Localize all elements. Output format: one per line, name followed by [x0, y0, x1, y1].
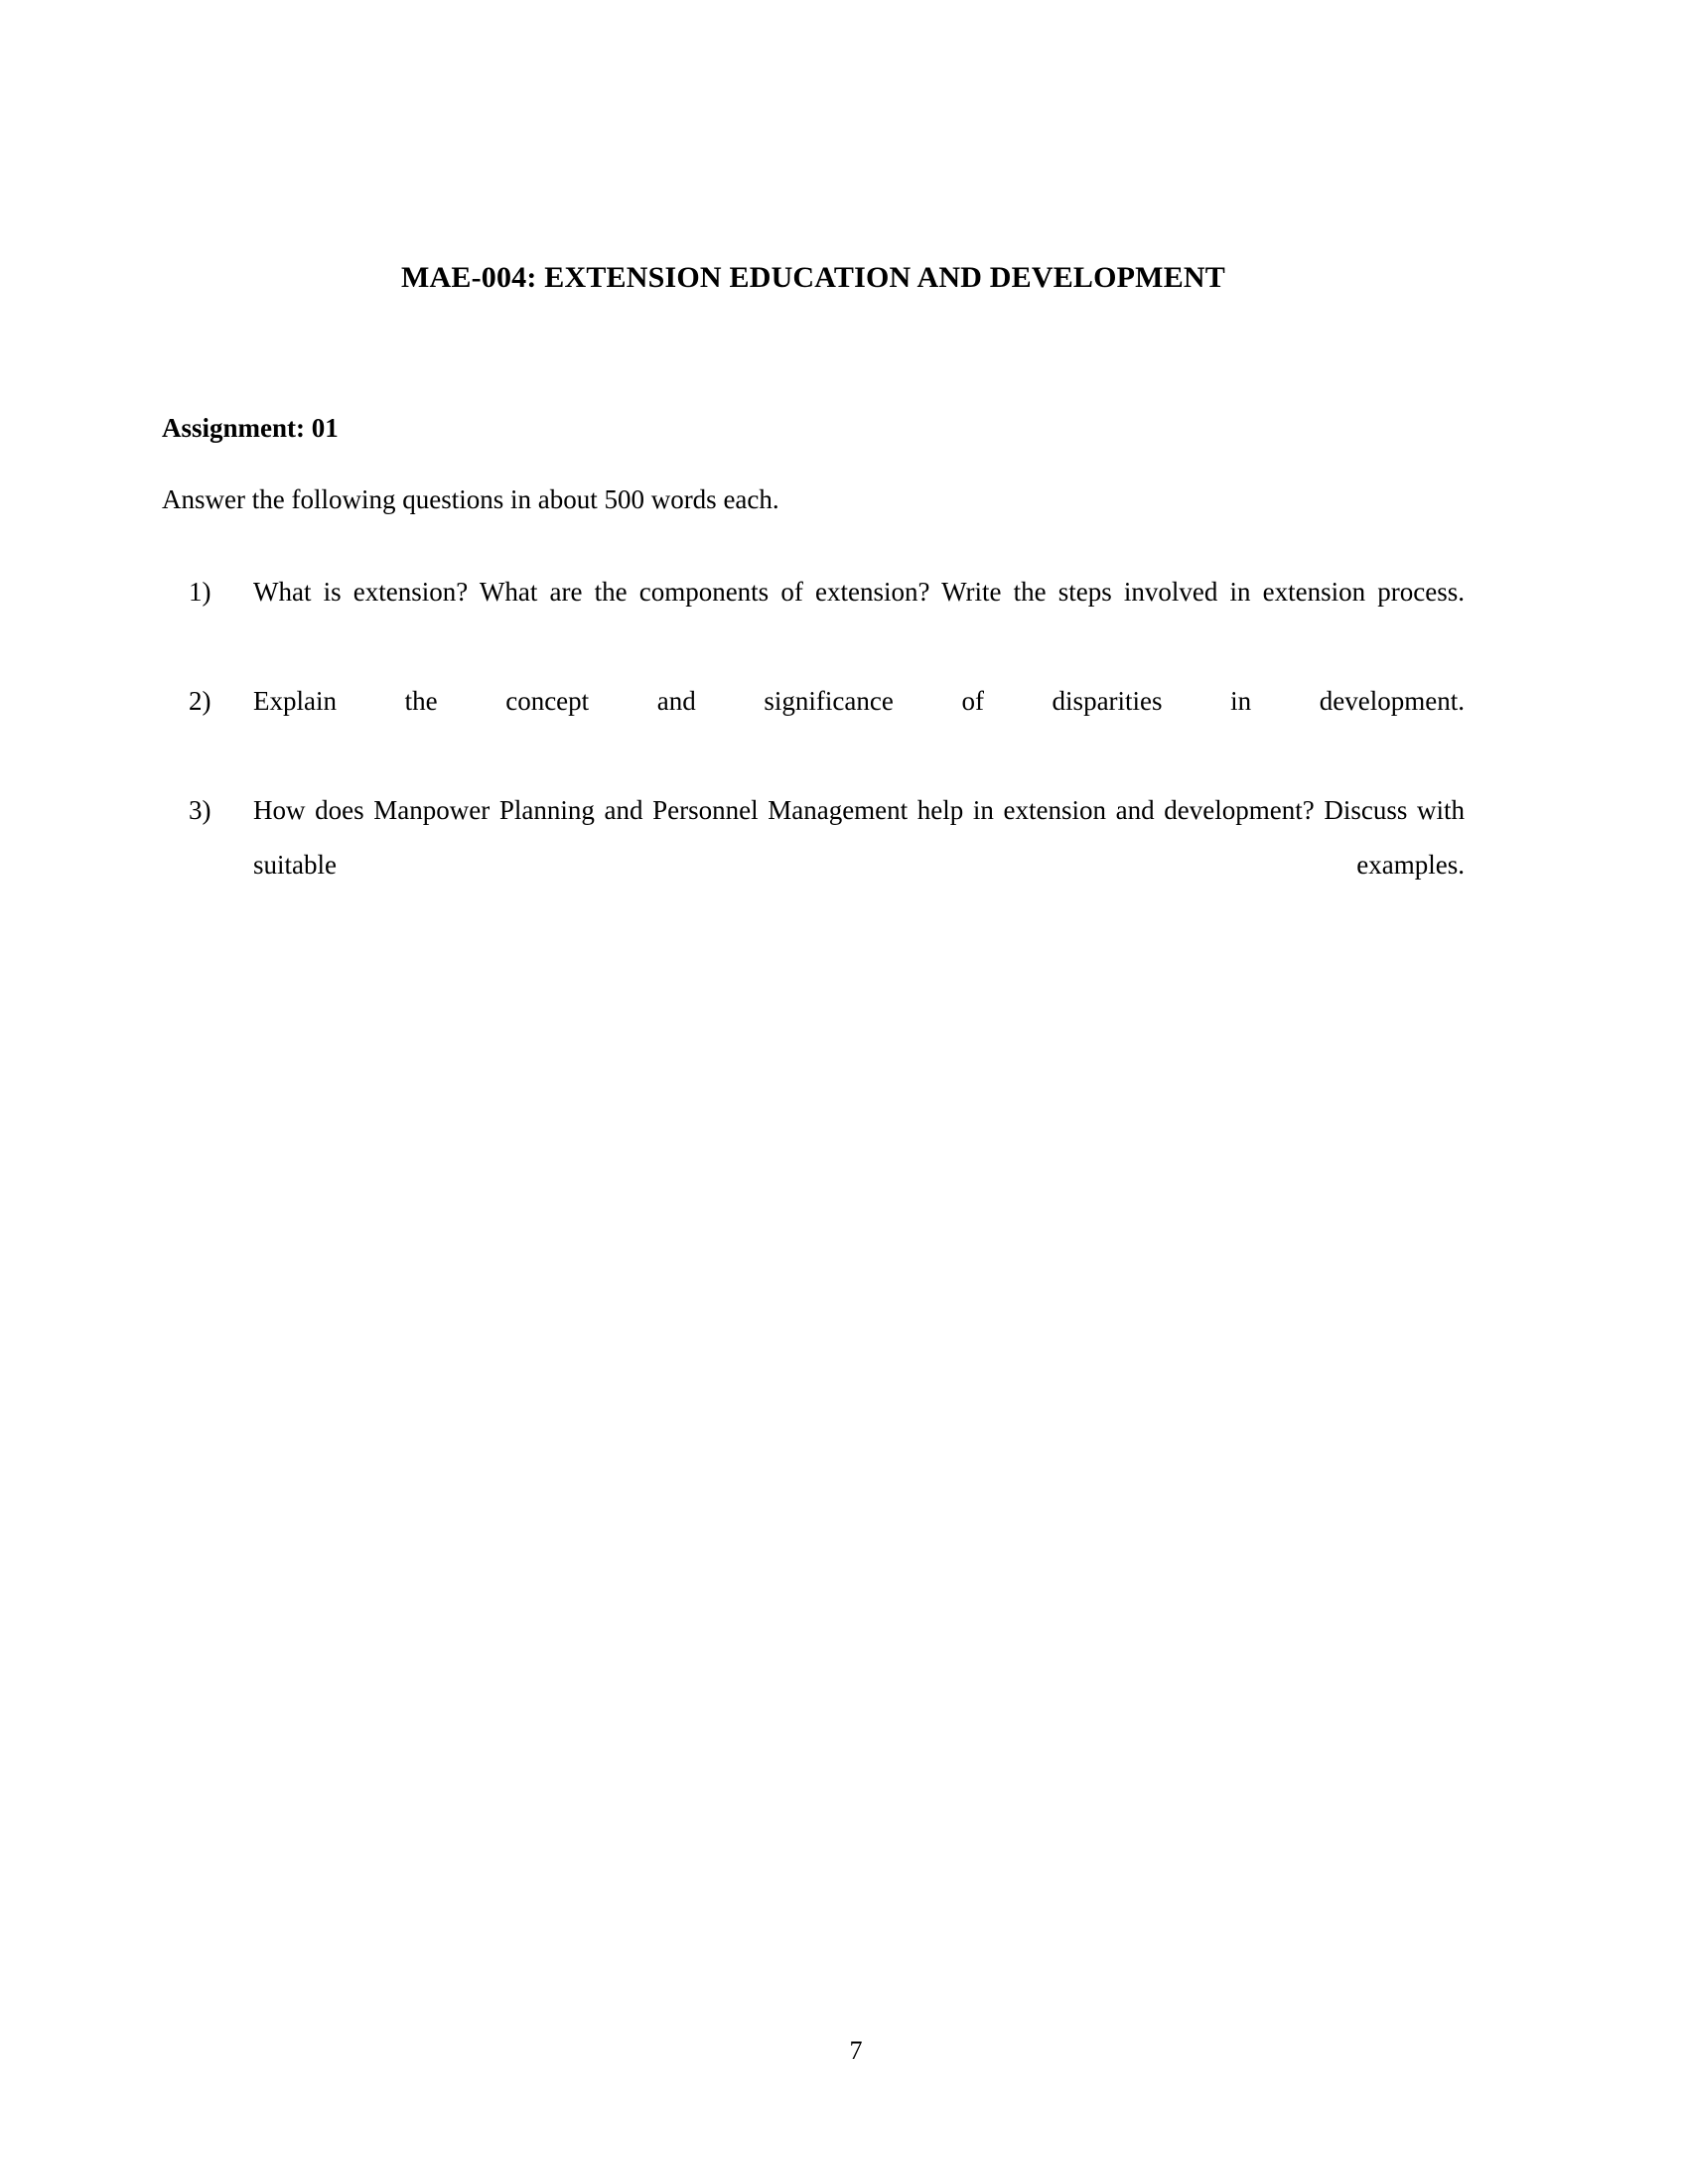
page-number: [0, 2035, 1688, 2066]
list-item: [189, 565, 1465, 674]
list-item-number: 2): [189, 686, 211, 716]
page-title: MAE-004: EXTENSION EDUCATION AND DEVELOPMENT: [401, 261, 1225, 294]
list-item-text: Explain the concept and significance of disparities in development.: [253, 686, 1465, 716]
instruction-text: Answer the following questions in about 500 words each.: [162, 484, 779, 514]
list-item: [189, 674, 1465, 783]
list-item-text: What is extension? What are the components of extension? Write the steps involved in extension process.: [253, 577, 1465, 607]
assignment-heading: Assignment: 01: [162, 413, 339, 443]
list-item: [189, 783, 1465, 947]
question-list: [189, 565, 1465, 947]
list-item-number: 1): [189, 577, 211, 607]
list-item-text: How does Manpower Planning and Personnel Management help in extension and development? Discuss with suitable examples.: [253, 795, 1465, 880]
page-number-value: 7: [849, 2036, 863, 2065]
list-item-number: 3): [189, 795, 211, 825]
